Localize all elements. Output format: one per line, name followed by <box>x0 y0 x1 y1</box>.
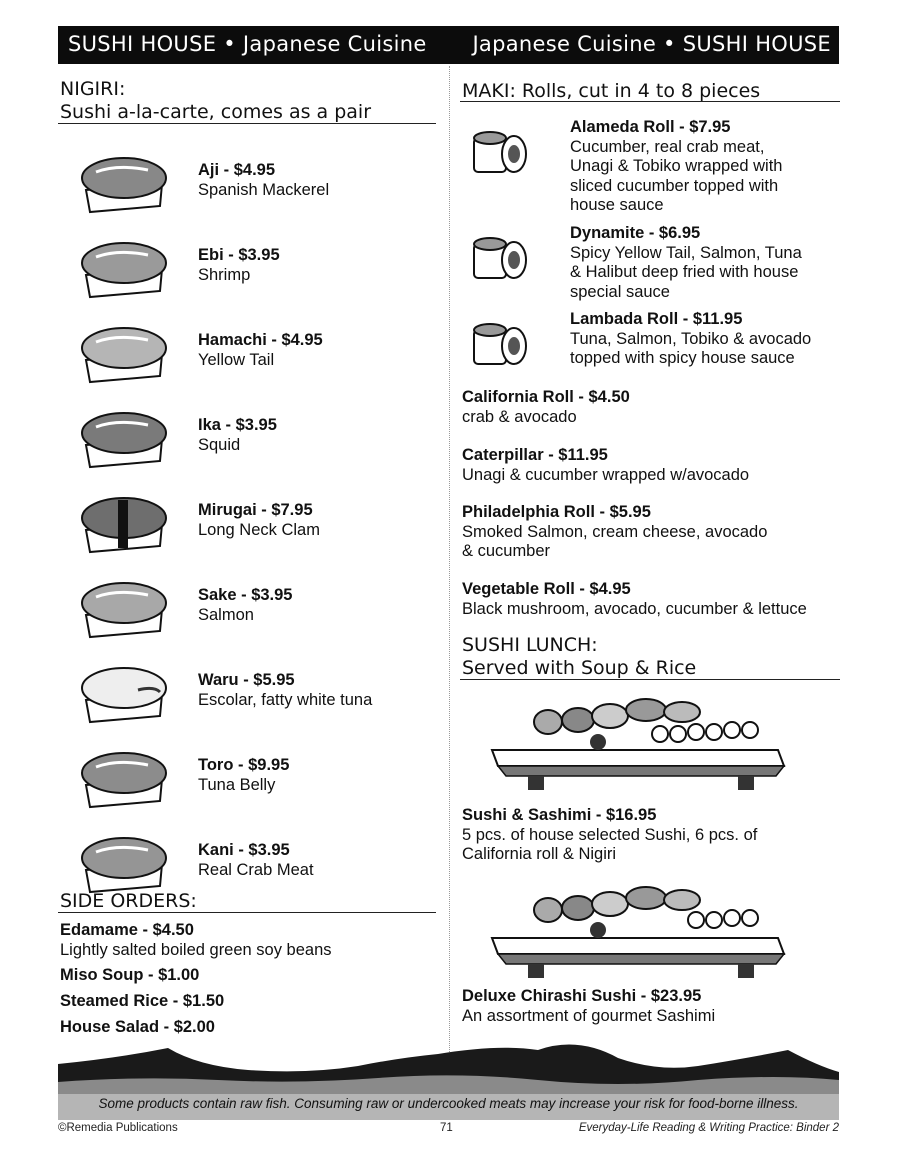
maki-desc-line: Unagi & Tobiko wrapped with <box>570 157 783 175</box>
maki-desc-line: topped with spicy house sauce <box>570 349 795 367</box>
footer-book-title: Everyday-Life Reading & Writing Practice: Binder 2 <box>578 1122 839 1134</box>
maki-name: Dynamite - $6.95 <box>570 224 701 242</box>
maki-desc-line: sliced cucumber topped with <box>570 176 779 195</box>
maki-desc-line: special sauce <box>570 282 670 301</box>
maki-desc-line: house sauce <box>570 196 664 214</box>
header-bar <box>58 26 839 64</box>
nigiri-text <box>198 840 314 880</box>
nigiri-desc: Real Crab Meat <box>198 861 314 879</box>
maki-roll-desc: Black mushroom, avocado, cucumber & lettuce <box>462 599 807 618</box>
side-order-name: Steamed Rice - $1.50 <box>60 992 225 1010</box>
maki-text <box>570 118 840 216</box>
nigiri-sushi-icon <box>78 830 170 894</box>
maki-roll-desc: crab & avocado <box>462 407 577 426</box>
side-order-item <box>60 920 332 960</box>
maki-roll-name: Vegetable Roll - $4.95 <box>462 580 631 598</box>
maki-roll-item <box>462 388 842 427</box>
nigiri-text <box>198 585 293 625</box>
lunch-heading <box>462 634 696 680</box>
nigiri-name: Ebi - $3.95 <box>198 246 280 264</box>
nigiri-desc: Spanish Mackerel <box>198 181 330 199</box>
nigiri-heading-line-2: Sushi a-la-carte, comes as a pair <box>60 101 372 123</box>
maki-roll-item <box>462 503 842 562</box>
header-title-right: Japanese Cuisine • SUSHI HOUSE <box>472 32 831 56</box>
maki-roll-desc: Smoked Salmon, cream cheese, avocado <box>462 522 768 541</box>
nigiri-text <box>198 160 329 200</box>
nigiri-name: Mirugai - $7.95 <box>198 501 313 519</box>
nigiri-desc: Squid <box>198 436 241 454</box>
lunch-item-name: Sushi & Sashimi - $16.95 <box>462 806 657 824</box>
nigiri-name: Kani - $3.95 <box>198 841 290 859</box>
lunch-heading-rule <box>460 679 840 680</box>
footer-publisher: ©Remedia Publications <box>58 1122 178 1134</box>
nigiri-sushi-icon <box>78 575 170 639</box>
lunch-item-desc: An assortment of gourmet Sashimi <box>462 1006 716 1025</box>
nigiri-sushi-icon <box>78 320 170 384</box>
nigiri-item <box>60 575 440 659</box>
side-order-item <box>60 1017 215 1037</box>
maki-roll-icon <box>470 230 528 282</box>
maki-roll-desc: & cucumber <box>462 542 551 560</box>
side-order-desc: Lightly salted boiled green soy beans <box>60 941 332 959</box>
maki-desc-line: Spicy Yellow Tail, Salmon, Tuna <box>570 243 802 262</box>
side-order-name: House Salad - $2.00 <box>60 1018 215 1036</box>
nigiri-desc: Escolar, fatty white tuna <box>198 691 373 709</box>
nigiri-item <box>60 320 440 404</box>
nigiri-desc: Salmon <box>198 606 254 624</box>
maki-name: Lambada Roll - $11.95 <box>570 310 743 328</box>
lunch-heading-line-1: SUSHI LUNCH: <box>462 634 598 656</box>
maki-roll-desc: Unagi & cucumber wrapped w/avocado <box>462 465 750 484</box>
nigiri-text <box>198 755 289 795</box>
maki-desc-line: & Halibut deep fried with house <box>570 263 799 281</box>
nigiri-sushi-icon <box>78 660 170 724</box>
nigiri-name: Waru - $5.95 <box>198 671 295 689</box>
side-order-item <box>60 991 224 1011</box>
side-orders-heading: SIDE ORDERS: <box>60 890 197 912</box>
maki-roll-name: California Roll - $4.50 <box>462 388 630 406</box>
nigiri-heading <box>60 78 371 124</box>
nigiri-item <box>60 235 440 319</box>
nigiri-item <box>60 745 440 829</box>
maki-roll-name: Philadelphia Roll - $5.95 <box>462 503 651 521</box>
nigiri-heading-rule <box>58 123 436 124</box>
nigiri-desc: Tuna Belly <box>198 776 276 794</box>
maki-text <box>570 310 840 369</box>
sushi-platter-icon <box>488 690 788 795</box>
maki-roll-item <box>462 580 842 619</box>
raw-fish-notice: Some products contain raw fish. Consuming raw or undercooked meats may increase your risk for food-borne illness. <box>98 1096 799 1111</box>
lunch-heading-line-2: Served with Soup & Rice <box>462 657 697 679</box>
nigiri-item <box>60 490 440 574</box>
maki-name: Alameda Roll - $7.95 <box>570 118 731 136</box>
maki-roll-name: Caterpillar - $11.95 <box>462 446 608 464</box>
maki-desc-line: Cucumber, real crab meat, <box>570 137 765 156</box>
nigiri-desc: Long Neck Clam <box>198 521 320 539</box>
nigiri-sushi-icon <box>78 235 170 299</box>
side-order-name: Edamame - $4.50 <box>60 921 194 939</box>
side-order-name: Miso Soup - $1.00 <box>60 966 200 984</box>
nigiri-desc: Yellow Tail <box>198 351 275 369</box>
nigiri-item <box>60 405 440 489</box>
maki-desc-line: Tuna, Salmon, Tobiko & avocado <box>570 329 812 348</box>
nigiri-sushi-icon <box>78 745 170 809</box>
nigiri-name: Sake - $3.95 <box>198 586 293 604</box>
nigiri-item <box>60 660 440 744</box>
lunch-item <box>462 806 842 865</box>
maki-roll-icon <box>470 316 528 368</box>
nigiri-sushi-icon <box>78 490 170 554</box>
side-order-item <box>60 965 199 985</box>
maki-roll-icon <box>470 124 528 176</box>
maki-heading-rule <box>460 101 840 102</box>
header-title-left: SUSHI HOUSE • Japanese Cuisine <box>68 32 427 56</box>
nigiri-text <box>198 500 320 540</box>
nigiri-text <box>198 670 372 710</box>
side-orders-rule <box>58 912 436 913</box>
nigiri-sushi-icon <box>78 405 170 469</box>
nigiri-name: Hamachi - $4.95 <box>198 331 323 349</box>
lunch-item-name: Deluxe Chirashi Sushi - $23.95 <box>462 987 702 1005</box>
nigiri-text <box>198 330 323 370</box>
nigiri-text <box>198 415 277 455</box>
column-divider <box>449 66 450 1116</box>
lunch-item-desc: California roll & Nigiri <box>462 845 617 863</box>
nigiri-text <box>198 245 280 285</box>
lunch-item <box>462 987 842 1026</box>
nigiri-sushi-icon <box>78 150 170 214</box>
lunch-item-desc: 5 pcs. of house selected Sushi, 6 pcs. of <box>462 825 758 844</box>
nigiri-heading-line-1: NIGIRI: <box>60 78 126 100</box>
maki-heading: MAKI: Rolls, cut in 4 to 8 pieces <box>462 80 761 102</box>
nigiri-name: Aji - $4.95 <box>198 161 276 179</box>
nigiri-name: Toro - $9.95 <box>198 756 290 774</box>
nigiri-name: Ika - $3.95 <box>198 416 277 434</box>
nigiri-desc: Shrimp <box>198 266 251 284</box>
maki-roll-item <box>462 446 842 485</box>
footer-page-number: 71 <box>440 1122 453 1134</box>
nigiri-item <box>60 150 440 234</box>
maki-text <box>570 224 840 302</box>
chirashi-platter-icon <box>488 878 788 983</box>
